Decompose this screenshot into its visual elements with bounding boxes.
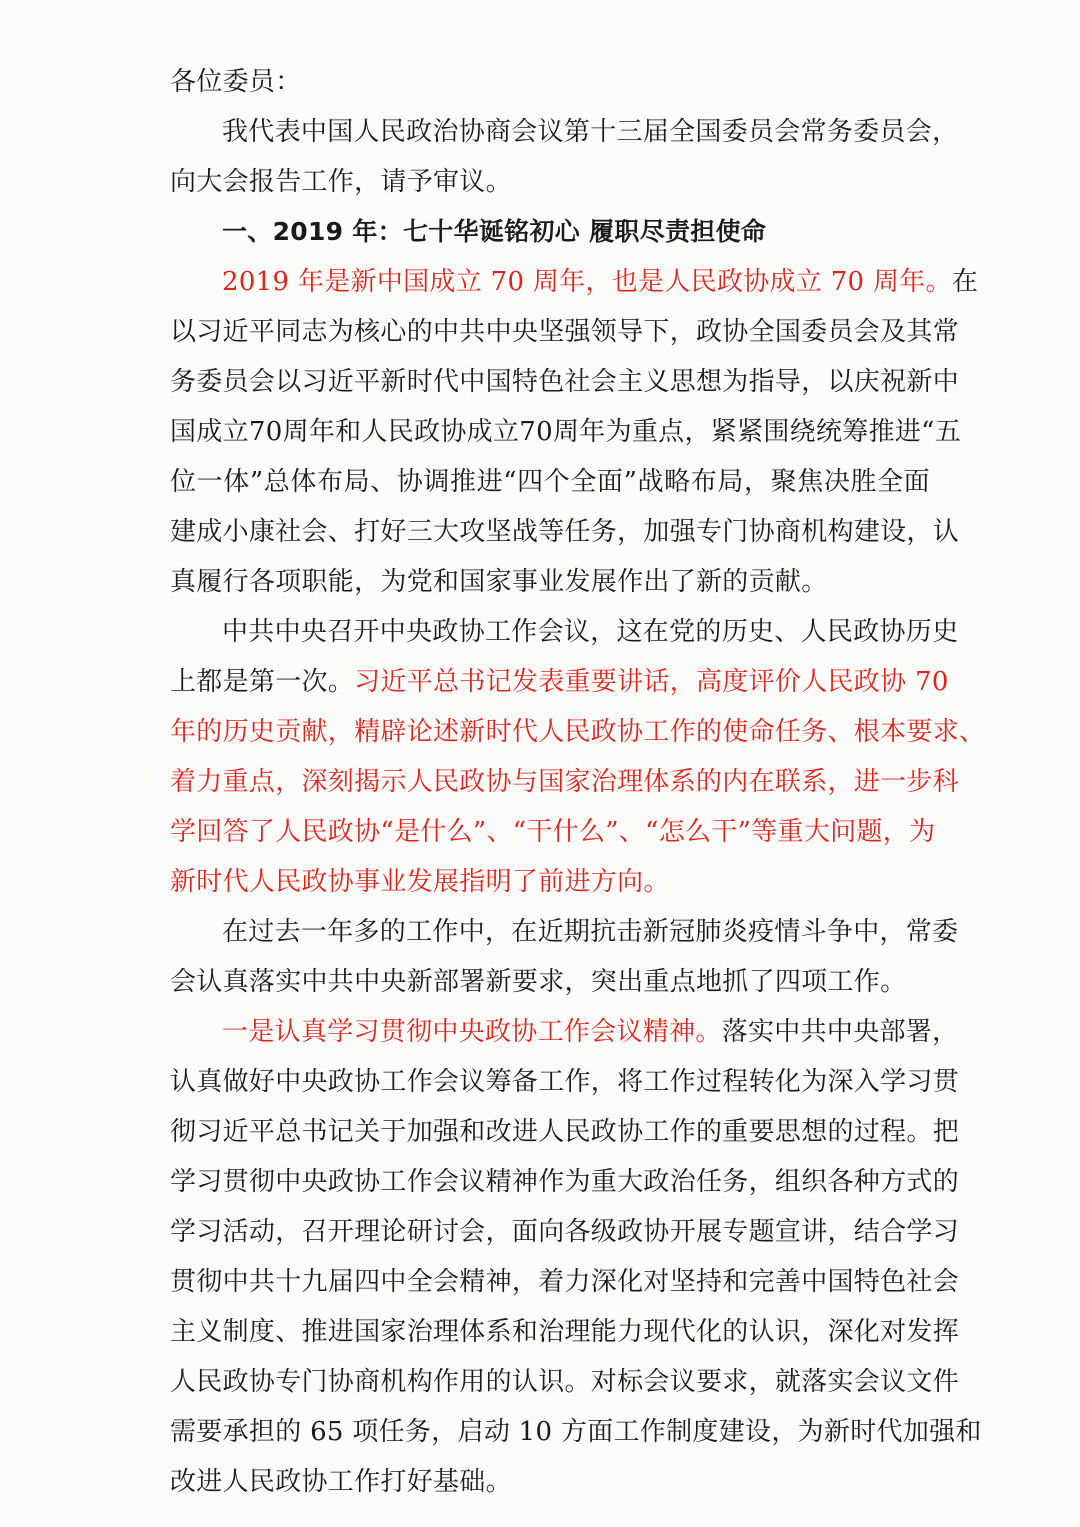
paragraph-1-line-2: 向大会报告工作，请予审议。: [170, 167, 512, 197]
paragraph-3-line-5: 学回答了人民政协“是什么”、“干什么”、“怎么干”等重大问题，为: [170, 817, 936, 847]
paragraph-5-line-10: 改进人民政协工作打好基础。: [170, 1467, 512, 1497]
paragraph-2-line-1: [222, 260, 979, 304]
paragraph-3-line-3: 年的历史贡献，精辟论述新时代人民政协工作的使命任务、根本要求、: [170, 717, 986, 747]
paragraph-5-line-4: 学习贯彻中央政协工作会议精神作为重大政治任务，组织各种方式的: [170, 1167, 960, 1197]
salutation: 各位委员：: [170, 67, 302, 97]
paragraph-5-highlight: 一是认真学习贯彻中央政协工作会议精神。: [222, 1017, 722, 1047]
paragraph-4-line-2: 会认真落实中共中央新部署新要求，突出重点地抓了四项工作。: [170, 967, 907, 997]
paragraph-5-line-1-tail: 落实中共中央部署，: [721, 1017, 959, 1047]
section-heading: 一、2019 年：七十华诞铭初心 履职尽责担使命: [222, 217, 767, 246]
paragraph-2-line-7: 真履行各项职能，为党和国家事业发展作出了新的贡献。: [170, 567, 828, 597]
paragraph-5-line-9: 需要承担的 65 项任务，启动 10 方面工作制度建设，为新时代加强和: [170, 1417, 982, 1447]
paragraph-5-line-1: [222, 1010, 959, 1054]
paragraph-4-line-1: 在过去一年多的工作中，在近期抗击新冠肺炎疫情斗争中，常委: [222, 917, 959, 947]
paragraph-2-line-4: 国成立70周年和人民政协成立70周年为重点，紧紧围绕统筹推进“五: [170, 417, 962, 447]
paragraph-3-line-2: [170, 660, 949, 704]
paragraph-5-line-3: 彻习近平总书记关于加强和改进人民政协工作的重要思想的过程。把: [170, 1117, 960, 1147]
paragraph-5-line-7: 主义制度、推进国家治理体系和治理能力现代化的认识，深化对发挥: [170, 1317, 960, 1347]
paragraph-2-line-1-tail: 在: [951, 267, 979, 297]
paragraph-3-line-2-head: 上都是第一次。: [170, 667, 355, 697]
paragraph-2-highlight: 2019 年是新中国成立 70 周年，也是人民政协成立 70 周年。: [222, 267, 952, 297]
paragraph-2-line-6: 建成小康社会、打好三大攻坚战等任务，加强专门协商机构建设，认: [170, 517, 960, 547]
paragraph-5-line-8: 人民政协专门协商机构作用的认识。对标会议要求，就落实会议文件: [170, 1367, 960, 1397]
paragraph-2-line-2: 以习近平同志为核心的中共中央坚强领导下，政协全国委员会及其常: [170, 317, 960, 347]
paragraph-2-line-5: 位一体”总体布局、协调推进“四个全面”战略布局，聚焦决胜全面: [170, 467, 930, 497]
paragraph-5-line-5: 学习活动，召开理论研讨会，面向各级政协开展专题宣讲，结合学习: [170, 1217, 960, 1247]
paragraph-5-line-6: 贯彻中共十九届四中全会精神，着力深化对坚持和完善中国特色社会: [170, 1267, 960, 1297]
paragraph-2-line-3: 务委员会以习近平新时代中国特色社会主义思想为指导，以庆祝新中: [170, 367, 960, 397]
paragraph-3-line-6: 新时代人民政协事业发展指明了前进方向。: [170, 867, 670, 897]
paragraph-3-highlight-start: 习近平总书记发表重要讲话，高度评价人民政协 70: [354, 667, 949, 697]
paragraph-3-line-1: 中共中央召开中央政协工作会议，这在党的历史、人民政协历史: [222, 617, 959, 647]
paragraph-3-line-4: 着力重点，深刻揭示人民政协与国家治理体系的内在联系，进一步科: [170, 767, 960, 797]
paragraph-5-line-2: 认真做好中央政协工作会议筹备工作，将工作过程转化为深入学习贯: [170, 1067, 960, 1097]
paragraph-1-line-1: 我代表中国人民政治协商会议第十三届全国委员会常务委员会，: [222, 117, 959, 147]
